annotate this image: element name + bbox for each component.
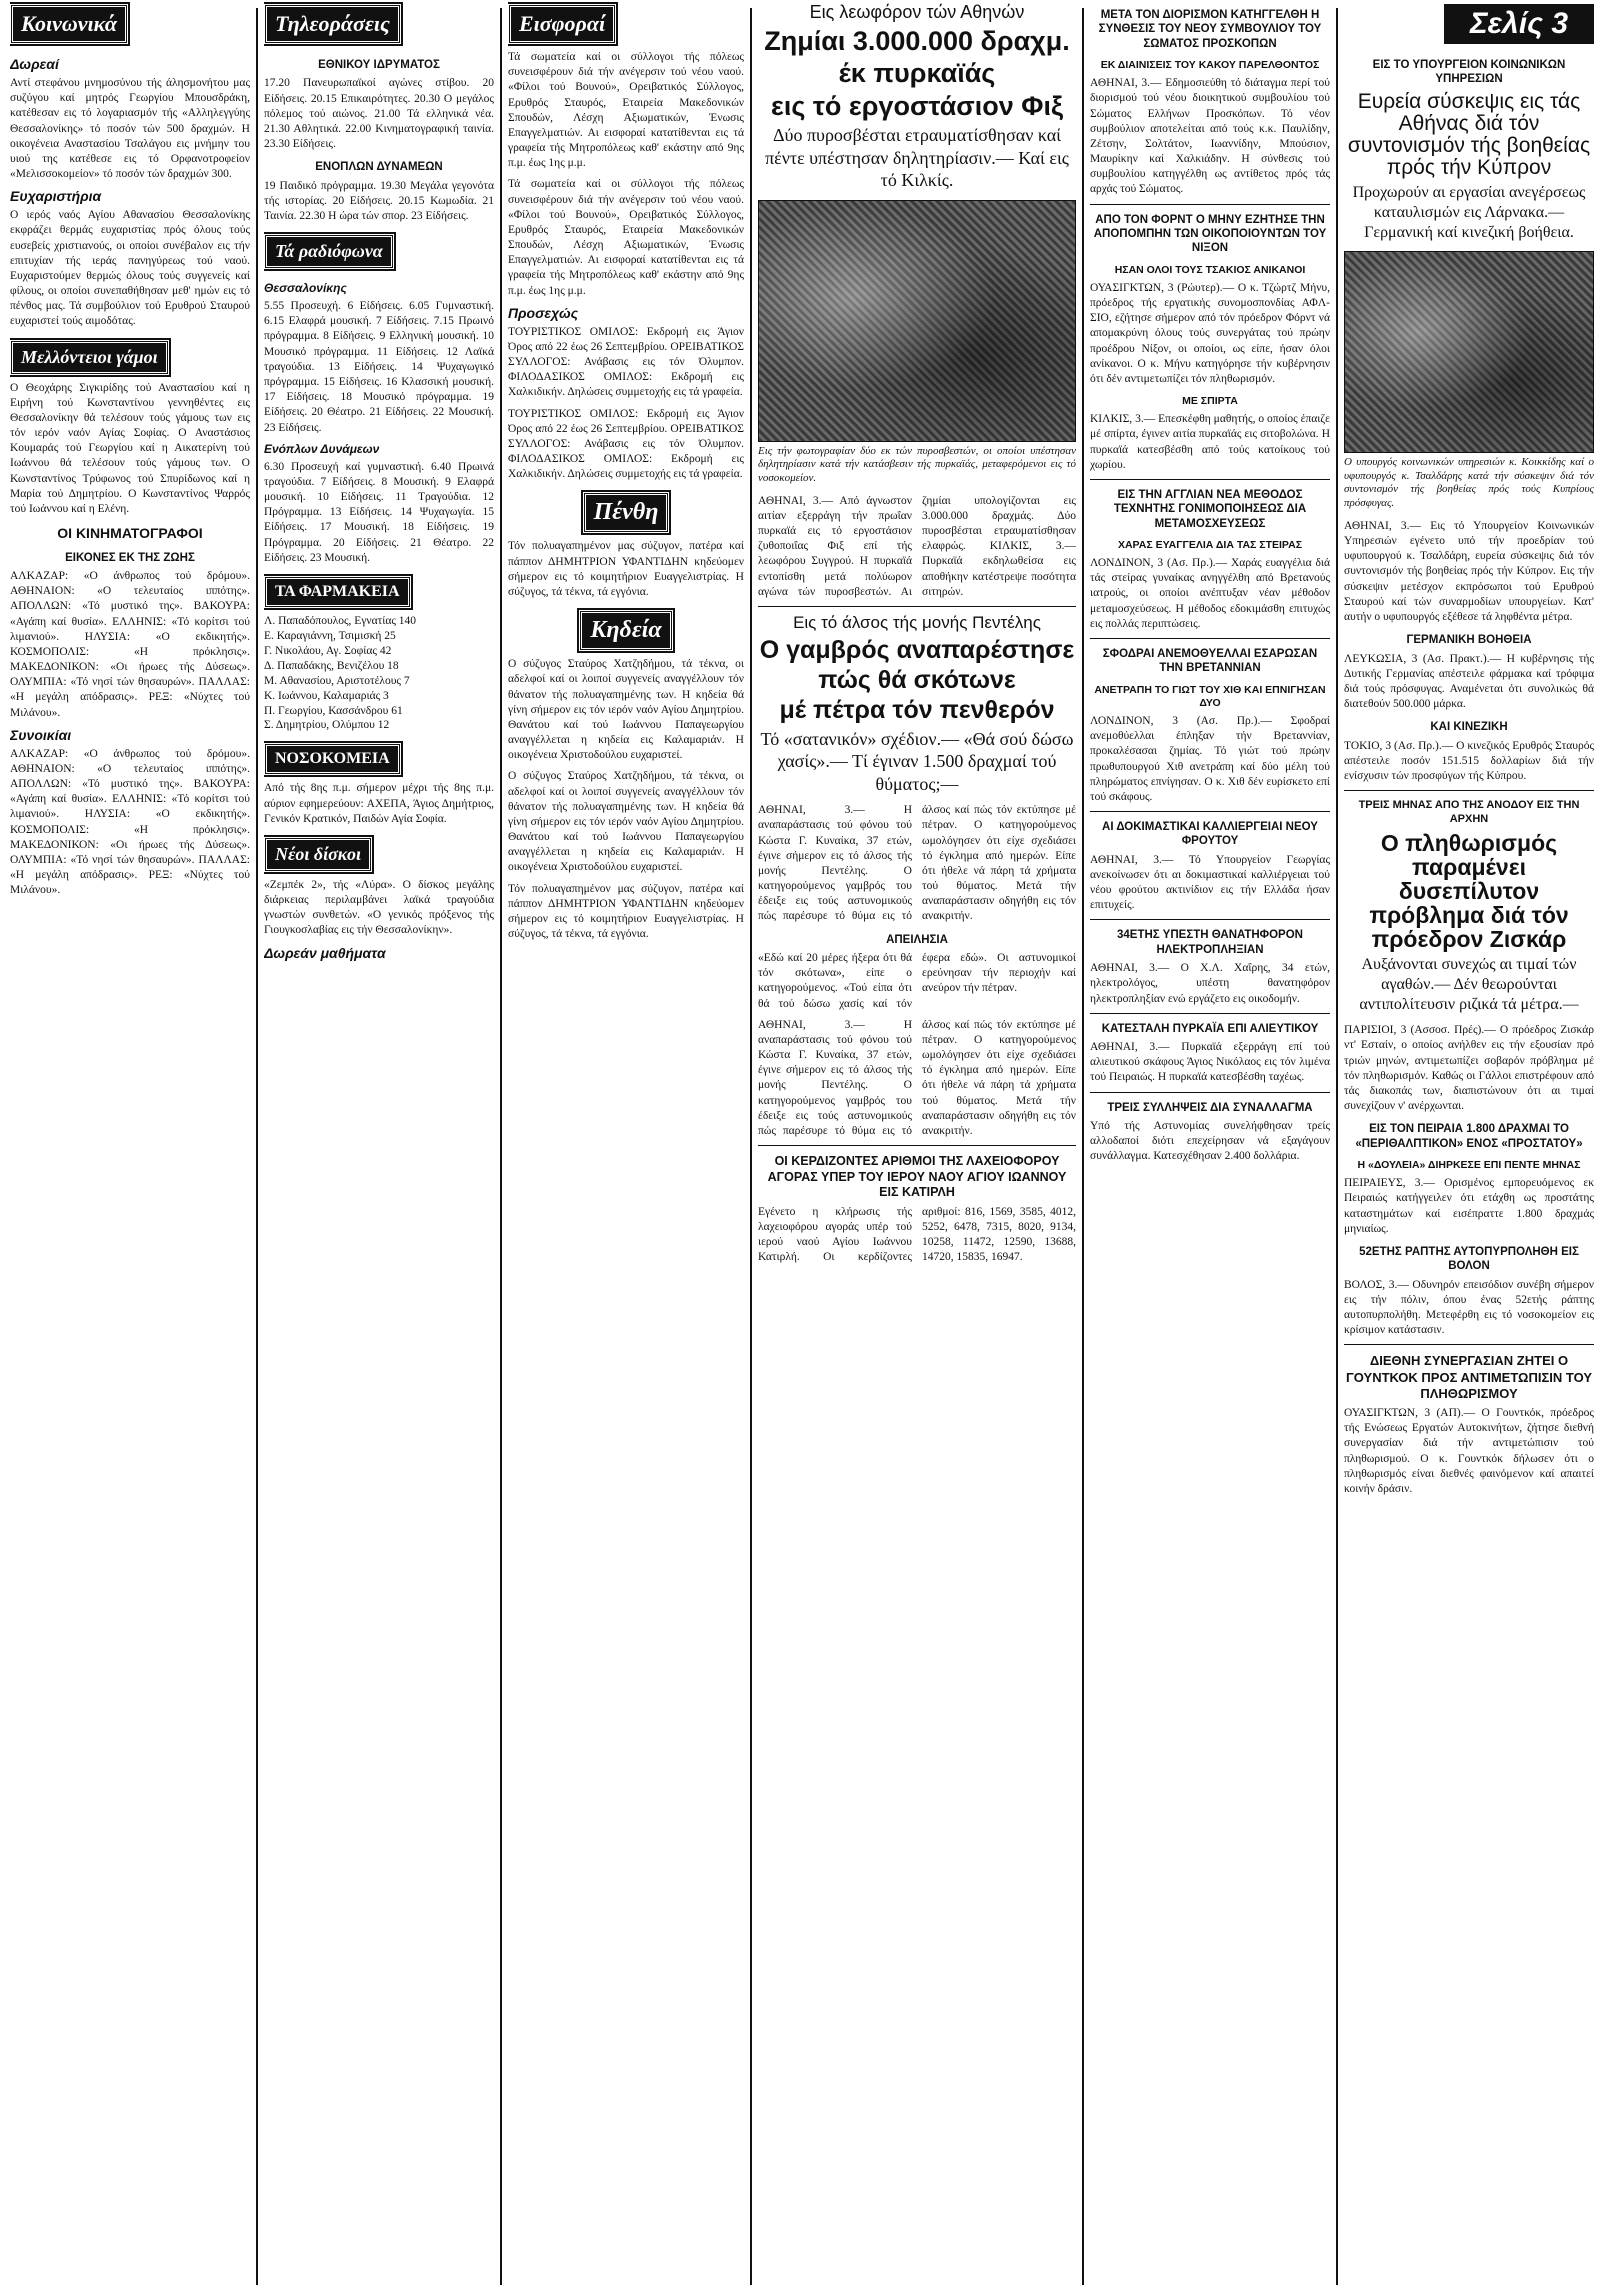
matches-subhead: ΜΕ ΣΠΙΡΤΑ: [1182, 395, 1238, 408]
upcoming-text: ΤΟΥΡΙΣΤΙΚΟΣ ΟΜΙΛΟΣ: Εκδρομή εις Άγιον Όρος από 22 έως 26 Σεπτεμβρίου. ΟΡΕΙΒΑΤΙΚΟΣ ΣΥΛΛΟΓΟΣ: Ανάβασις εις τόν Όλυμπον. ΦΙΛΟΔΑΣΙΚΟΣ ΟΜΙΛΟΣ: Εκδρομή εις Χαλκιδικήν. Δηλώσεις συμμετοχής εις τά γραφεία.: [508, 325, 744, 399]
pharmacy-item: Μ. Αθανασίου, Αριστοτέλους 7: [264, 674, 410, 687]
divider: [1344, 1344, 1594, 1345]
discs-text: «Ζεμπέκ 2», τής «Λύρα». Ο δίσκος μεγάλης διάρκειας περιλαμβάνει λαϊκά τραγούδια γνωστών συνθετών. «Ο γενικός πρόξενος τής Γιουγκοσλαβίας εις τήν Θεσσαλονίκην».: [264, 878, 494, 937]
cyprus-kicker: ΕΙΣ ΤΟ ΥΠΟΥΡΓΕΙΟΝ ΚΟΙΝΩΝΙΚΩΝ ΥΠΗΡΕΣΙΩΝ: [1372, 59, 1566, 86]
divider: [1090, 204, 1330, 205]
section-title-thanks: Ευχαριστήρια: [10, 188, 102, 205]
column-social: [10, 0, 250, 2293]
cyprus-text: ΑΘΗΝΑΙ, 3.— Εις τό Υπουργείον Κοινωνικών Υπηρεσιών εγένετο υπό τήν προεδρίαν τού υφυπουργού κ. Τσαλδάρη, ευρεία σύσκεψις διά τόν συντονισμόν τής βοηθείας πρός τήν Κύπρον. Εις τήν σύσκεψιν μετέσχον εκπρόσωποι τού Ερυθρού Σταυρού καί τών συναρμοδίων υπουργείων. Κατ' αυτήν ο υφυπουργός εξέθεσε τά ληφθέντα μέτρα.: [1344, 519, 1594, 623]
volos-text: ΒΟΛΟΣ, 3.— Οδυνηρόν επεισόδιον συνέβη σήμερον εις τήν πόλιν, όπου ένας 52ετής ράπτης αυτοπυρπολήθη. Μετεφέρθη εις τό νοσοκομείον εις κρίσιμον κατάστασιν.: [1344, 1278, 1594, 1337]
fire-headline: Ζημίαι 3.000.000 δραχμ.: [764, 26, 1070, 56]
inflation-headline: Ο πληθωρισμός παραμένει δυσεπίλυτον πρόβλημα διά τόν πρόεδρον Ζισκάρ: [1369, 829, 1569, 953]
divider: [1090, 1013, 1330, 1014]
fertility-headline: ΕΙΣ ΤΗΝ ΑΓΓΛΙΑΝ ΝΕΑ ΜΕΘΟΔΟΣ ΤΕΧΝΗΤΗΣ ΓΟΝΙΜΟΠΟΙΗΣΕΩΣ ΔΙΑ ΜΕΤΑΜΟΣΧΕΥΣΕΩΣ: [1113, 488, 1307, 530]
scouts-subhead: ΕΚ ΔΙΑΙΝΙΣΕΙΣ ΤΟΥ ΚΑΚΟΥ ΠΑΡΕΛΘΟΝΤΟΣ: [1100, 59, 1320, 72]
german-aid-subhead: ΓΕΡΜΑΝΙΚΗ ΒΟΗΘΕΙΑ: [1406, 634, 1532, 647]
tv-eir-title: ΕΘΝΙΚΟΥ ΙΔΡΥΜΑΤΟΣ: [318, 59, 440, 71]
meany-text: ΟΥΑΣΙΓΚΤΩΝ, 3 (Ρώυτερ).— Ο κ. Τζώρτζ Μήνυ, πρόεδρος τής εργατικής συνομοσπονδίας ΑΦΛ-ΣΙΟ, εζήτησε σήμερον από τόν πρόεδρον Φόρντ νά απομακρύνη όλους τούς συνεργάτας τού πρώην προέδρου Νίξον, οι οποίοι, ως είπε, ήσαν όλοι ανίκανοι. Ο κ. Μήνυ κατηγόρησε τήν κυβέρνησιν ότι δέν αντιμετωπίζει τόν πληθωρισμόν.: [1090, 281, 1330, 385]
donations-text: Αντί στεφάνου μνημοσύνου τής άλησμονήτου μας συζύγου καί μητρός Γεωργίου Μπουσδράκη, κατέθεσαν εις τό λογαριασμόν τής «Αλληλεγγύης Θεσσαλονίκης» τό ποσόν τών 500 δραχμών. Η οικογένεια Αναστασίου Τσαλάγου εις μνήμην του υιού της κατέθεσε εις τό Ορφανοτροφείον «Μελισσοκομείον» τό ποσόν τών δραχμών 300.: [10, 77, 250, 181]
cinemas-title: ΟΙ ΚΙΝΗΜΑΤΟΓΡΑΦΟΙ: [57, 525, 203, 542]
divider: [1090, 1092, 1330, 1093]
fruit-headline: ΑΙ ΔΟΚΙΜΑΣΤΙΚΑΙ ΚΑΛΛΙΕΡΓΕΙΑΙ ΝΕΟΥ ΦΡΟΥΤΟΥ: [1102, 821, 1318, 848]
boat-fire-headline: ΚΑΤΕΣΤΑΛΗ ΠΥΡΚΑΪΑ ΕΠΙ ΑΛΙΕΥΤΙΚΟΥ: [1101, 1022, 1319, 1035]
pharmacy-item: Λ. Παπαδόπουλος, Εγνατίας 140: [264, 614, 417, 627]
cinemas-text: ΑΛΚΑΖΑΡ: «Ο άνθρωπος τού δρόμου». ΑΘΗΝΑΙΟΝ: «Ο τελευταίος ιππότης». ΑΠΟΛΛΩΝ: «Τό μυστικό της». ΒΑΚΟΥΡΑ: «Αγάπη καί θυσία». ΕΛΛΗΝΙΣ: «Τό κορίτσι τού λιμανιού». ΗΛΥΣΙΑ: «Ο εκδικητής». ΚΟΣΜΟΠΟΛΙΣ: «Η πρόκλησις». ΜΑΚΕΔΟΝΙΚΟΝ: «Οι ήρωες τής Δύσεως». ΟΛΥΜΠΙΑ: «Τό νησί τών θησαυρών». ΠΑΛΛΑΣ: «Η μεγάλη απόδρασις». ΡΕΞ: «Νύχτες τού Μιλάνου».: [10, 570, 250, 719]
pharmacies-list: [264, 614, 494, 734]
matches-text: ΚΙΛΚΙΣ, 3.— Επεσκέφθη μαθητής, ο οποίος έπαιζε μέ σπίρτα, έγινεν αιτία πυρκαϊάς εις σιτοβολώνα. Η πυρκαϊά κατεσβέσθη από τούς κατοίκους τού χωρίου.: [1090, 413, 1330, 471]
upcoming-title: Προσεχώς: [508, 304, 579, 321]
fire-headline-2: έκ πυρκαϊάς: [838, 58, 996, 89]
funeral-text-2: Ο σύζυγος Σταύρος Χατζηδήμου, τά τέκνα, οι αδελφοί καί οι λοιποί συγγενείς αναγγέλλουν τόν θάνατον τής πολυαγαπημένης των. Η κηδεία θά γίνη σήμερον εις τόν ιερόν ναόν Αγίου Δημητρίου. Θανάτου καί τού Ιωάννου Παπαγεωργίου αναγγέλλεται η κηδεία εις Καλαμαριάν. Η οικογένεια Χριστοδούλου ευχαριστεί.: [508, 770, 744, 874]
storms-subhead: ΑΝΕΤΡΑΠΗ ΤΟ ΓΙΩΤ ΤΟΥ ΧΙΘ ΚΑΙ ΕΠΝΙΓΗΣΑΝ ΔΥΟ: [1094, 683, 1326, 709]
fruit-text: ΑΘΗΝΑΙ, 3.— Τό Υπουργείον Γεωργίας ανεκοίνωσεν ότι αι δοκιμαστικαί καλλιέργειαι τού νέου φρούτου ακτινίδιον εις τήν Ελλάδα ήσαν επιτυχείς.: [1090, 853, 1330, 912]
pharmacy-item: Κ. Ιωάννου, Καλαμαριάς 3: [264, 689, 389, 702]
pharmacy-item: Ε. Καραγιάννη, Τσιμισκή 25: [264, 629, 396, 642]
column-contributions: [508, 0, 744, 2293]
radio-armed-text: 6.30 Προσευχή καί γυμναστική. 6.40 Πρωινά τραγούδια. 7 Είδήσεις. 8 Μουσική. 9 Ελαφρά μουσική. 10 Είδήσεις. 11 Τραγούδια. 12 Πρόγραμμα. 13 Είδήσεις. 14 Ψυχαγωγία. 15 Είδήσεις. 17 Μουσική. 18 Είδήσεις. 19 Πρόγραμμα. 20 Είδήσεις. 21 Θέατρο. 22 Είδήσεις. 23 Μουσική.: [264, 460, 494, 564]
section-banner-weddings: Μελλόντειοι γάμοι: [10, 340, 169, 375]
pharmacy-item: Δ. Παπαδάκης, Βενιζέλου 18: [264, 659, 399, 672]
pharmacy-item: Γ. Νικολάου, Αγ. Σοφίας 42: [264, 644, 392, 657]
upcoming-text-2: ΤΟΥΡΙΣΤΙΚΟΣ ΟΜΙΛΟΣ: Εκδρομή εις Άγιον Όρος από 22 έως 26 Σεπτεμβρίου. ΟΡΕΙΒΑΤΙΚΟΣ ΣΥΛΛΟΓΟΣ: Ανάβασις εις τόν Όλυμπον. ΦΙΛΟΔΑΣΙΚΟΣ ΟΜΙΛΟΣ: Εκδρομή εις Χαλκιδικήν. Δηλώσεις συμμετοχής εις τά γραφεία.: [508, 407, 744, 481]
section-banner-mourning: Πένθη: [583, 492, 670, 533]
boat-fire-text: ΑΘΗΝΑΙ, 3.— Πυρκαϊά εξερράγη επί τού αλιευτικού σκάφους Άγιος Νικόλαος εις τόν λιμένα τού Πειραιώς. Η πυρκαϊά κατεσβέσθη ταχέως.: [1090, 1041, 1330, 1084]
electrocution-headline: 34ΕΤΗΣ ΥΠΕΣΤΗ ΘΑΝΑΤΗΦΟΡΟΝ ΗΛΕΚΤΡΟΠΛΗΞΙΑΝ: [1117, 929, 1303, 956]
divider: [758, 1145, 1076, 1146]
fire-deck: Δύο πυροσβέσται ετραυματίσθησαν καί πέντε υπέστησαν δηλητηρίασιν.— Καί εις τό Κιλκίς.: [765, 125, 1069, 191]
column-cyprus: [1344, 0, 1594, 2293]
storms-headline: ΣΦΟΔΡΑΙ ΑΝΕΜΟΘΥΕΛΛΑΙ ΕΣΑΡΩΣΑΝ ΤΗΝ ΒΡΕΤΑΝΝΙΑΝ: [1102, 648, 1318, 675]
column-news: [1090, 0, 1330, 2293]
column-rule: [1082, 8, 1084, 2285]
column-rule: [1336, 8, 1338, 2285]
page-number-badge: Σελίς 3: [1444, 4, 1594, 44]
meany-headline: ΑΠΟ ΤΟΝ ΦΟΡΝΤ Ο ΜΗΝΥ ΕΖΗΤΗΣΕ ΤΗΝ ΑΠΟΠΟΜΠΗΝ ΤΩΝ ΟΙΚΟΠΟΙΟΥΝΤΩΝ ΤΟΥ ΝΙΞΟΝ: [1093, 213, 1327, 255]
inflation-kicker: ΤΡΕΙΣ ΜΗΝΑΣ ΑΠΟ ΤΗΣ ΑΝΟΔΟΥ ΕΙΣ ΤΗΝ ΑΡΧΗΝ: [1358, 799, 1580, 825]
murder-headline-3: μέ πέτρα τόν πενθερόν: [779, 696, 1055, 725]
section-banner-pharmacies: ΤΑ ΦΑΡΜΑΚΕΙΑ: [264, 576, 411, 608]
piraeus-text: ΠΕΙΡΑΙΕΥΣ, 3.— Ορισμένος εμπορευόμενος εκ Πειραιώς κατήγγειλεν ότι ετάχθη ως προστάτης καταστημάτων καί εισέπραττε 1.800 δραχμάς μηνιαίως.: [1344, 1177, 1594, 1235]
section-banner-social: Κοινωνικά: [10, 4, 128, 44]
murder-story-text-2: «Εδώ καί 20 μέρες ήξερα ότι θά τόν σκότωνα», είπε ο κατηγορούμενος. «Τού είπα ότι θά τού δώσω χασίς καί τόν έφερα εδώ». Οι αστυνομικοί ερεύνησαν τήν περιοχήν καί ανεύρον τήν πέτραν.: [758, 951, 1076, 1010]
column-rule: [256, 8, 258, 2285]
cyprus-headline: Ευρεία σύσκεψις εις τάς Αθήνας διά τόν συντονισμόν τής βοηθείας πρός τήν Κύπρον: [1347, 89, 1591, 179]
german-aid-text: ΛΕΥΚΩΣΙΑ, 3 (Ασ. Πρακτ.).— Η κυβέρνησις τής Δυτικής Γερμανίας απέστειλε φάρμακα καί τρόφιμα διά τούς πρόσφυγας. Αναμένεται ότι συνολικώς θά διατεθούν 500.000 μάρκα.: [1344, 652, 1594, 711]
section-title-donations: Δωρεαί: [10, 56, 59, 72]
pharmacy-item: Σ. Δημητρίου, Ολύμπου 12: [264, 719, 390, 732]
electrocution-text: ΑΘΗΝΑΙ, 3.— Ο Χ.Λ. Χαΐρης, 34 ετών, ηλεκτρολόγος, υπέστη θανατηφόρον ηλεκτροπληξίαν ενώ εργάζετο εις οικοδομήν.: [1090, 962, 1330, 1005]
section-banner-discs: Νέοι δίσκοι: [264, 837, 372, 872]
woodcock-headline: ΔΙΕΘΝΗ ΣΥΝΕΡΓΑΣΙΑΝ ΖΗΤΕΙ Ο ΓΟΥΝΤΚΟΚ ΠΡΟΣ ΑΝΤΙΜΕΤΩΠΙΣΙΝ ΤΟΥ ΠΛΗΘΩΡΙΣΜΟΥ: [1345, 1353, 1593, 1401]
cinemas-suburbs-text: ΑΛΚΑΖΑΡ: «Ο άνθρωπος τού δρόμου». ΑΘΗΝΑΙΟΝ: «Ο τελευταίος ιππότης». ΑΠΟΛΛΩΝ: «Τό μυστικό της». ΒΑΚΟΥΡΑ: «Αγάπη καί θυσία». ΕΛΛΗΝΙΣ: «Τό κορίτσι τού λιμανιού». ΗΛΥΣΙΑ: «Ο εκδικητής». ΚΟΣΜΟΠΟΛΙΣ: «Η πρόκλησις». ΜΑΚΕΔΟΝΙΚΟΝ: «Οι ήρωες τής Δύσεως». ΟΛΥΜΠΙΑ: «Τό νησί τών θησαυρών». ΠΑΛΛΑΣ: «Η μεγάλη απόδρασις». ΡΕΞ: «Νύχτες τού Μιλάνου».: [10, 747, 250, 897]
contributions-text-2: Τά σωματεία καί οι σύλλογοι τής πόλεως συνεισφέρουν διά τήν ανέγερσιν τού νέου ναού. «Φίλοι τού Βουνού», Ορειβατικός Σύλλογος, Ερυθρός Σταυρός, Εταιρεία Μακεδονικών Σπουδών, Λέσχη Αξιωματικών, Ένωσις Επαγγελματιών. Αι εισφοραί κατατίθενται εις τά γραφεία τής Μητροπόλεως καθ' εκάστην από 9ης π.μ. έως 1ης μ.μ.: [508, 178, 744, 297]
lottery-text: Εγένετο η κλήρωσις τής λαχειοφόρου αγοράς υπέρ τού ιερού ναού Αγίου Ιωάννου Κατιρλή. Οι κερδίζοντες αριθμοί: 816, 1569, 3585, 4012, 5252, 6478, 7315, 8020, 9134, 10258, 11472, 12590, 13688, 14720, 15835, 16947.: [758, 1205, 1076, 1264]
section-banner-funeral: Κηδεία: [579, 610, 672, 651]
murder-headline-2: πώς θά σκότωνε: [818, 666, 1016, 695]
murder-story-text-3: ΑΘΗΝΑΙ, 3.— Η αναπαράστασις τού φόνου τού Κώστα Γ. Κυναίκα, 37 ετών, έγινε σήμερον εις τό άλσος τής μονής Πεντέλης. Ο κατηγορούμενος γαμβρός του έδειξε εις τούς αστυνομικούς πώς παρέσυρε τό θύμα εις τό άλσος καί πώς τόν εκτύπησε μέ πέτραν. Ο κατηγορούμενος ωμολόγησεν ότι είχε σχεδιάσει τό έγκλημα από ημερών. Είπε ότι ήθελε νά πάρη τά χρήματα τού θύματος. Μετά τήν αναπαράστασιν οδηγήθη εις τόν ανακριτήν.: [758, 1018, 1076, 1137]
section-banner-tv: Τηλεοράσεις: [264, 4, 401, 44]
storms-text: ΛΟΝΔΙΝΟΝ, 3 (Ασ. Πρ.).— Σφοδραί ανεμοθύελλαι έπληξαν τήν Βρεταννίαν, προκαλέσασαι ζημίας. Τό γιώτ τού πρώην πρωθυπουργού Χιθ ανετράπη καί δύο μέλη τού πληρώματος επνίγησαν. Ο κ. Χιθ δέν ευρίσκετο επί τού σκάφους.: [1090, 715, 1330, 803]
murder-deck: Τό «σατανικόν» σχέδιον.— «Θά σού δώσω χασίς».— Τί έγιναν 1.500 δραχμαί τού θύματος;—: [760, 728, 1074, 794]
cyprus-photo: [1344, 251, 1594, 453]
piraeus-headline: ΕΙΣ ΤΟΝ ΠΕΙΡΑΙΑ 1.800 ΔΡΑΧΜΑΙ ΤΟ «ΠΕΡΙΘΑΛΠΤΙΚΟΝ» ΕΝΟΣ «ΠΡΟΣΤΑΤΟΥ»: [1355, 1123, 1583, 1150]
radio-thess-title: Θεσσαλονίκης: [264, 281, 347, 296]
murder-kicker: Εις τό άλσος τής μονής Πεντέλης: [793, 612, 1041, 632]
fertility-text: ΛΟΝΔΙΝΟΝ, 3 (Ασ. Πρ.).— Χαράς ευαγγέλια διά τάς στείρας γυναίκας ανηγγέλθη από Βρετανούς ιατρούς, οι οποίοι ανέπτυξαν νέαν μέθοδον μεταμοσχεύσεως. Η μέθοδος εδοκιμάσθη επιτυχώς εις πολλάς περιπτώσεις.: [1090, 557, 1330, 630]
fire-story-text: ΑΘΗΝΑΙ, 3.— Από άγνωστον αιτίαν εξερράγη τήν πρωΐαν πυρκαϊά εις τό εργοστάσιον ζυθοποιΐας Φιξ επί τής λεωφόρου Συγγρού. Η πυρκαϊά εντοπίσθη μετά πολύωρον αγώνα τών πυροσβεστών. Αι ζημίαι υπολογίζονται εις 3.000.000 δραχμάς. Δύο πυροσβέσται ετραυματίσθησαν ελαφρώς. ΚΙΛΚΙΣ, 3.— Πυρκαϊά εκδηλωθείσα εις αποθήκην κατέστρεψε ποσότητα σιτηρών.: [758, 494, 1076, 598]
arrests-headline: ΤΡΕΙΣ ΣΥΛΛΗΨΕΙΣ ΔΙΑ ΣΥΝΑΛΛΑΓΜΑ: [1107, 1101, 1313, 1114]
radio-thess-text: 5.55 Προσευχή. 6 Είδήσεις. 6.05 Γυμναστική. 6.15 Ελαφρά μουσική. 7 Είδήσεις. 7.15 Πρωινό πρόγραμμα. 8 Είδήσεις. 9 Ελληνική μουσική. 10 Μουσικό πρόγραμμα. 11 Είδήσεις. 12 Λαϊκά τραγούδια. 13 Είδήσεις. 14 Ψυχαγωγικό πρόγραμμα. 15 Είδήσεις. 16 Κλασσική μουσική. 17 Είδήσεις. 18 Μουσικό πρόγραμμα. 19 Είδήσεις. 20 Θέατρο. 21 Είδήσεις. 22 Μουσική. 23 Είδήσεις.: [264, 300, 494, 434]
chinese-aid-subhead: ΚΑΙ ΚΙΝΕΖΙΚΗ: [1430, 721, 1508, 734]
divider: [1090, 811, 1330, 812]
inflation-deck: Αυξάνονται συνεχώς αι τιμαί τών αγαθών.— Δέν θεωρούνται αντιπολίτευσιν ριζικά τά μέτρα.—: [1359, 956, 1579, 1014]
divider: [1090, 919, 1330, 920]
section-banner-radio: Τά ραδιόφωνα: [264, 234, 394, 269]
murder-subhead: ΑΠΕΙΛΗΣΙΑ: [886, 933, 948, 946]
fire-photo-caption: Εις τήν φωτογραφίαν δύο εκ τών πυροσβεστών, οι οποίοι υπέστησαν δηλητηρίασιν κατά τήν κατάσβεσιν τής πυρκαϊάς, μεταφερόμενοι εις τό νοσοκομείον.: [758, 444, 1076, 485]
arrests-text: Υπό τής Αστυνομίας συνελήφθησαν τρείς αλλοδαποί διότι επεχείρησαν νά εξαγάγουν συνάλλαγμα. Κατεσχέθησαν 2.400 δολλάρια.: [1090, 1120, 1330, 1163]
fire-kicker: Εις λεωφόρον τών Αθηνών: [809, 2, 1025, 22]
funeral-text-3: Τόν πολυαγαπημένον μας σύζυγον, πατέρα καί πάππον ΔΗΜΗΤΡΙΟΝ ΥΦΑΝΤΙΔΗΝ κηδεύομεν σήμερον εις τό κοιμητήριον Ευαγγελιστρίας. Η σύζυγος, τά τέκνα, τά εγγόνια.: [508, 882, 744, 941]
chinese-aid-text: ΤΟΚΙΟ, 3 (Ασ. Πρ.).— Ο κινεζικός Ερυθρός Σταυρός απέστειλε ποσόν 151.515 δολλαρίων διά τήν ενίσχυσιν τών προσφύγων τής Κύπρου.: [1344, 739, 1594, 782]
column-lead: [758, 0, 1076, 2293]
column-rule: [750, 8, 752, 2285]
divider: [758, 606, 1076, 607]
piraeus-subhead: Η «ΔΟΥΛΕΙΑ» ΔΙΗΡΚΕΣΕ ΕΠΙ ΠΕΝΤΕ ΜΗΝΑΣ: [1357, 1159, 1581, 1172]
radio-armed-title: Ενόπλων Δυνάμεων: [264, 441, 380, 456]
fire-photo: [758, 200, 1076, 442]
mourning-text: Τόν πολυαγαπημένον μας σύζυγον, πατέρα καί πάππον ΔΗΜΗΤΡΙΟΝ ΥΦΑΝΤΙΔΗΝ κηδεύομεν σήμερον εις τό κοιμητήριον Ευαγγελιστρίας. Η σύζυγος, τά τέκνα, τά εγγόνια.: [508, 540, 744, 598]
fertility-subhead: ΧΑΡΑΣ ΕΥΑΓΓΕΛΙΑ ΔΙΑ ΤΑΣ ΣΤΕΙΡΑΣ: [1117, 539, 1303, 552]
pharmacy-item: Π. Γεωργίου, Κασσάνδρου 61: [264, 704, 403, 717]
column-rule: [500, 8, 502, 2285]
divider: [1344, 790, 1594, 791]
thanks-text: Ο ιερός ναός Αγίου Αθανασίου Θεσσαλονίκης εκφράζει θερμάς ευχαριστίας πρός όλους τούς ευσεβείς χριστιανούς, οι οποίοι συνέβαλον εις τήν επιτυχίαν τής ιεράς πανηγύρεως τού ναού. Ευχαριστούμεν θερμώς όλους τούς συγγενείς καί φίλους, οι οποίοι συνεπαθήθησαν μεθ' ημών εις τό πένθος μας. Τά συμβούλιον τού Ερυθρού Σταυρού ευχαριστεί τούς αιμοδότας.: [10, 209, 250, 328]
tv-yened-title: ΕΝΟΠΛΩΝ ΔΥΝΑΜΕΩΝ: [315, 161, 443, 174]
murder-story-text: ΑΘΗΝΑΙ, 3.— Η αναπαράστασις τού φόνου τού Κώστα Γ. Κυναίκα, 37 ετών, έγινε σήμερον εις τό άλσος τής μονής Πεντέλης. Ο κατηγορούμενος γαμβρός του έδειξε εις τούς αστυνομικούς πώς παρέσυρε τό θύμα εις τό άλσος καί πώς τόν εκτύπησε μέ πέτραν. Ο κατηγορούμενος ωμολόγησεν ότι είχε σχεδιάσει τό έγκλημα από ημερών. Είπε ότι ήθελε νά πάρη τά χρήματα τού θύματος. Μετά τήν αναπαράστασιν οδηγήθη εις τόν ανακριτήν.: [758, 804, 1076, 923]
funeral-text: Ο σύζυγος Σταύρος Χατζηδήμου, τά τέκνα, οι αδελφοί καί οι λοιποί συγγενείς αναγγέλλουν τόν θάνατον τής πολυαγαπημένης των. Η κηδεία θά γίνη σήμερον εις τόν ιερόν ναόν Αγίου Δημητρίου. Θανάτου καί τού Ιωάννου Παπαγεωργίου αναγγέλλεται η κηδεία εις Καλαμαριάν. Η οικογένεια Χριστοδούλου ευχαριστεί.: [508, 658, 744, 762]
tv-eir-text: 17.20 Πανευρωπαϊκοί αγώνες στίβου. 20 Είδήσεις. 20.15 Επικαιρότητες. 20.30 Ο μεγάλος πόλεμος τού αιώνος. 21.00 Τά ελληνικά νέα. 21.30 Αθλητικά. 22.00 Κινηματογραφική ταινία. 23.30 Είδήσεις.: [264, 77, 494, 151]
contributions-text: Τά σωματεία καί οι σύλλογοι τής πόλεως συνεισφέρουν διά τήν ανέγερσιν τού νέου ναού. «Φίλοι τού Βουνού», Ορειβατικός Σύλλογος, Ερυθρός Σταυρός, Εταιρεία Μακεδονικών Σπουδών, Λέσχη Αξιωματικών, Ένωσις Επαγγελματιών. Αι εισφοραί κατατίθενται εις τά γραφεία τής Μητροπόλεως καθ' εκάστην από 9ης π.μ. έως 1ης μ.μ.: [508, 51, 744, 170]
murder-headline: Ο γαμβρός αναπαρέστησε: [759, 635, 1075, 664]
divider: [1090, 479, 1330, 480]
section-banner-hospitals: ΝΟΣΟΚΟΜΕΙΑ: [264, 743, 401, 775]
woodcock-text: ΟΥΑΣΙΓΚΤΩΝ, 3 (ΑΠ).— Ο Γουντκόκ, πρόεδρος τής Ενώσεως Εργατών Αυτοκινήτων, ζήτησε διεθνή συνεργασίαν διά τήν αντιμετώπισιν τού πληθωρισμού. Ο κ. Γουντκόκ δήλωσεν ότι ο πληθωρισμός είναι διεθνές φαινόμενον καί απαιτεί κοινήν δράσιν.: [1344, 1407, 1594, 1495]
inflation-text: ΠΑΡΙΣΙΟΙ, 3 (Ασσοσ. Πρές).— Ο πρόεδρος Ζισκάρ ντ' Εσταίν, ο οποίος ανήλθεν εις τήν εξουσίαν πρό τριών μηνών, αντιμετωπίζει σοβαρόν πρόβλημα μέ τόν πληθωρισμόν. Καθώς οι Γάλλοι επιστρέφουν από τάς διακοπάς των, διαπιστώνουν ότι αι τιμαί συνεχίζουν ν' ανέρχωνται.: [1344, 1024, 1594, 1113]
free-lessons-title: Δωρεάν μαθήματα: [264, 944, 386, 961]
cyprus-photo-caption: Ο υπουργός κοινωνικών υπηρεσιών κ. Κοικκίδης καί ο υφυπουργός κ. Τσαλδάρης κατά τήν σύσκεψιν διά τόν συντονισμόν τής βοηθείας πρός τούς Κυπρίους πρόσφυγας.: [1344, 455, 1594, 510]
hospitals-text: Από τής 8ης π.μ. σήμερον μέχρι τής 8ης π.μ. αύριον εφημερεύουν: ΑΧΕΠΑ, Άγιος Δημήτριος, Γενικόν Κρατικόν, Παιδών Αγία Σοφία.: [264, 782, 494, 825]
tv-yened-text: 19 Παιδικό πρόγραμμα. 19.30 Μεγάλα γεγονότα τής ιστορίας. 20 Είδήσεις. 20.15 Κωμωδία. 21 Ταινία. 22.30 Η ώρα τών σπορ. 23 Είδήσεις.: [264, 179, 494, 222]
column-tv-radio: [264, 0, 494, 2293]
fire-headline-3: εις τό εργοστάσιον Φιξ: [771, 90, 1063, 121]
weddings-text: Ο Θεοχάρης Σιγκιρίδης τού Αναστασίου καί η Ειρήνη τού Κωνσταντίνου γεννηθέντες εις Θεσσαλονίκην θά τελέσουν τούς γάμους των εις τόν ιερόν ναόν Αγίας Σοφίας. Ο Αναστάσιος Κουμαράς τού Γεωργίου καί η Αικατερίνη τού Ιωάννου θά τελέσουν τούς γάμους των. Ο Κωνσταντίνος Τρύφωνος τού Σπυρίδωνος καί η Μαρία τού Δημητρίου. Ο Κωνσταντίνος Ψαρρός τού Ιωάννου καί η Ελένη.: [10, 381, 250, 515]
volos-headline: 52ΕΤΗΣ ΡΑΠΤΗΣ ΑΥΤΟΠΥΡΠΟΛΗΘΗ ΕΙΣ ΒΟΛΟΝ: [1359, 1245, 1579, 1273]
meany-subhead: ΗΣΑΝ ΟΛΟΙ ΤΟΥΣ ΤΣΑΚΙΟΣ ΑΝΙΚΑΝΟΙ: [1114, 263, 1306, 276]
cyprus-deck: Προχωρούν αι εργασίαι ανεγέρσεως καταυλισμών εις Λάρνακα.— Γερμανική καί κινεζική βοήθεια.: [1352, 183, 1586, 241]
divider: [1090, 638, 1330, 639]
lottery-headline: ΟΙ ΚΕΡΔΙΖΟΝΤΕΣ ΑΡΙΘΜΟΙ ΤΗΣ ΛΑΧΕΙΟΦΟΡΟΥ ΑΓΟΡΑΣ ΥΠΕΡ ΤΟΥ ΙΕΡΟΥ ΝΑΟΥ ΑΓΙΟΥ ΙΩΑΝΝΟΥ ΕΙΣ ΚΑΤΙΡΛΗ: [767, 1154, 1067, 1200]
scouts-headline: ΜΕΤΑ ΤΟΝ ΔΙΟΡΙΣΜΟΝ ΚΑΤΗΓΓΕΛΘΗ Η ΣΥΝΘΕΣΙΣ ΤΟΥ ΝΕΟΥ ΣΥΜΒΟΥΛΙΟΥ ΤΟΥ ΣΩΜΑΤΟΣ ΠΡΟΣΚΟΠΩΝ: [1098, 9, 1322, 50]
cinemas-subtitle: ΕΙΚΟΝΕΣ ΕΚ ΤΗΣ ΖΩΗΣ: [65, 551, 195, 564]
cinemas-suburbs-title: Συνοικίαι: [10, 726, 72, 743]
scouts-text: ΑΘΗΝΑΙ, 3.— Εδημοσιεύθη τό διάταγμα περί τού διορισμού τού νέου διοικητικού συμβουλίου τού Σώματος Ελλήνων Προσκόπων. Τό νέον συμβούλιον αποτελείται από τούς κ.κ. Παυλίδην, Ζέτσην, Σολτάτον, Ιωαννίδην, Μπούσιον, Μαυρίκην καί Χαλκιάδην. Η σύνθεσις τού συμβουλίου κατηγγέλθη ως αντίθετος πρός τάς αρχάς τού Σώματος.: [1090, 77, 1330, 196]
section-banner-contributions: Εισφοραί: [508, 4, 616, 44]
